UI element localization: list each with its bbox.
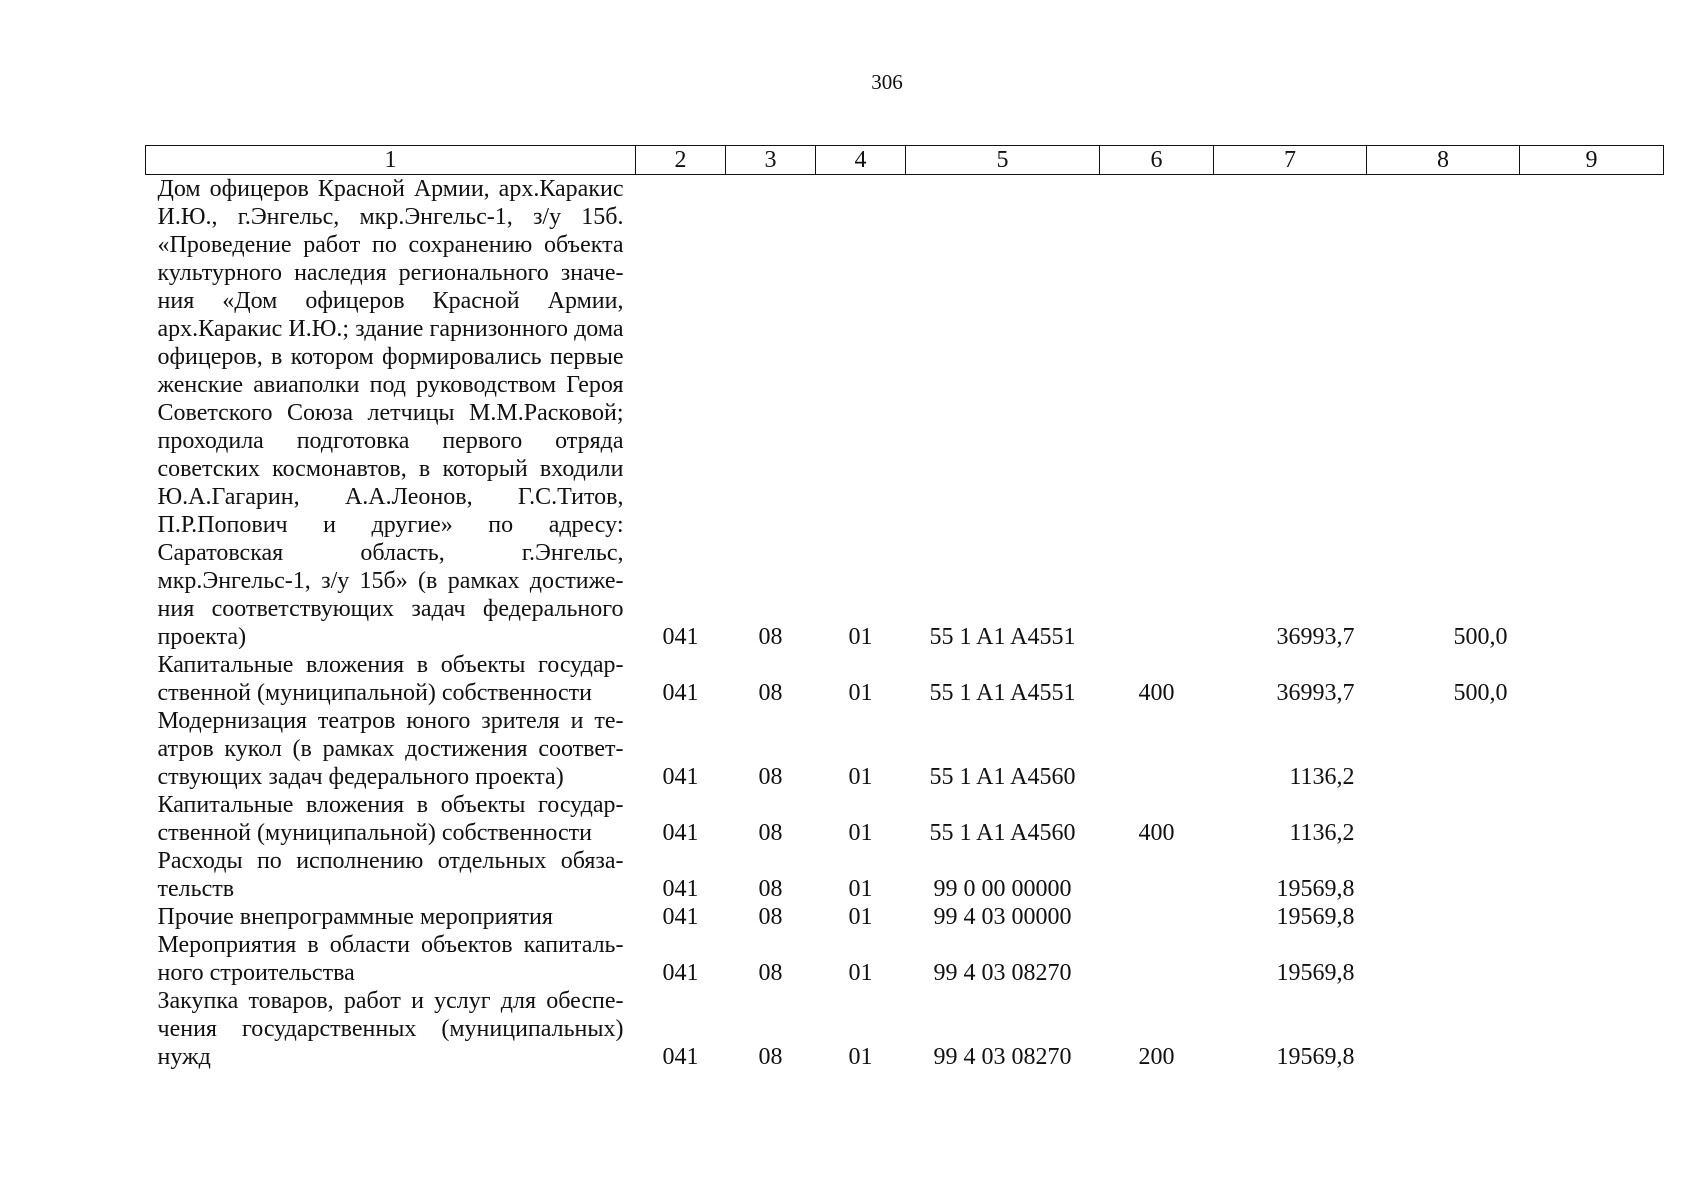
section-code: 08: [758, 624, 783, 650]
table-row: [146, 987, 1664, 1071]
subsection-code: 01: [848, 876, 873, 902]
amount-col8: [1367, 847, 1520, 903]
target-article-code: 99 0 00 00000: [933, 876, 1072, 902]
table-row: [146, 707, 1664, 791]
target-article-code: 55 1 A1 A4560: [929, 764, 1076, 790]
target-article-code: 55 1 A1 A4551: [929, 624, 1076, 650]
table-row: [146, 175, 1664, 652]
ministry-code: 041: [662, 820, 699, 846]
amount-col7: 1136,2: [1289, 820, 1355, 846]
row-description: Модернизация театров юного зрителя и театров кукол (в рамках достижения соответствующих задач федерального проекта): [157, 708, 624, 790]
section-code: 08: [758, 680, 783, 706]
table-body: [146, 175, 1664, 1072]
amount-col9: [1520, 707, 1664, 791]
amount-col7: 19569,8: [1276, 904, 1355, 930]
ministry-code: 041: [662, 1044, 699, 1070]
subsection-code: 01: [848, 624, 873, 650]
amount-col9: [1520, 903, 1664, 931]
table-row: [146, 903, 1664, 931]
column-header-8: 8: [1367, 146, 1520, 175]
column-header-1: 1: [146, 146, 636, 175]
section-code: 08: [758, 820, 783, 846]
subsection-code: 01: [848, 820, 873, 846]
amount-col8: [1367, 931, 1520, 987]
amount-col8: [1367, 791, 1520, 847]
column-header-6: 6: [1100, 146, 1214, 175]
ministry-code: 041: [662, 680, 699, 706]
row-description: Капитальные вложения в объекты государственной (муниципальной) собственности: [157, 792, 624, 846]
expense-type-code: 400: [1138, 820, 1175, 846]
row-description: Капитальные вложения в объекты государственной (муниципальной) собственности: [157, 652, 624, 706]
amount-col7: 36993,7: [1276, 680, 1355, 706]
ministry-code: 041: [662, 764, 699, 790]
row-description: Расходы по исполнению отдельных обязательств: [157, 848, 624, 902]
subsection-code: 01: [848, 680, 873, 706]
section-code: 08: [758, 764, 783, 790]
expense-type-code: 400: [1138, 680, 1175, 706]
ministry-code: 041: [662, 624, 699, 650]
expense-type-code: 200: [1138, 1044, 1175, 1070]
row-description: Закупка товаров, работ и услуг для обеспечения государственных (муниципальных) нужд: [157, 988, 624, 1070]
section-code: 08: [758, 960, 783, 986]
section-code: 08: [758, 876, 783, 902]
expense-type-code: [1100, 903, 1214, 931]
page-number: 306: [871, 70, 903, 94]
amount-col9: [1520, 175, 1664, 652]
column-header-5: 5: [906, 146, 1100, 175]
amount-col8: [1367, 707, 1520, 791]
amount-col7: 19569,8: [1276, 876, 1355, 902]
amount-col8: [1367, 903, 1520, 931]
amount-col8: 500,0: [1453, 680, 1508, 706]
column-header-3: 3: [726, 146, 816, 175]
ministry-code: 041: [662, 960, 699, 986]
expense-type-code: [1100, 175, 1214, 652]
expense-type-code: [1100, 707, 1214, 791]
table-header: [146, 146, 1664, 175]
amount-col9: [1520, 847, 1664, 903]
expense-type-code: [1100, 847, 1214, 903]
subsection-code: 01: [848, 960, 873, 986]
amount-col7: 19569,8: [1276, 960, 1355, 986]
row-description: Прочие внепрограммные мероприятия: [157, 904, 553, 930]
amount-col9: [1520, 931, 1664, 987]
section-code: 08: [758, 1044, 783, 1070]
table-row: [146, 931, 1664, 987]
amount-col8: [1367, 987, 1520, 1071]
subsection-code: 01: [848, 764, 873, 790]
amount-col7: 36993,7: [1276, 624, 1355, 650]
column-header-4: 4: [816, 146, 906, 175]
column-header-9: 9: [1520, 146, 1664, 175]
amount-col9: [1520, 987, 1664, 1071]
target-article-code: 99 4 03 00000: [933, 904, 1072, 930]
target-article-code: 99 4 03 08270: [933, 1044, 1072, 1070]
table-row: [146, 651, 1664, 707]
target-article-code: 55 1 A1 A4560: [929, 820, 1076, 846]
header-row: [146, 146, 1664, 175]
section-code: 08: [758, 904, 783, 930]
amount-col7: 19569,8: [1276, 1044, 1355, 1070]
subsection-code: 01: [848, 904, 873, 930]
amount-col8: 500,0: [1453, 624, 1508, 650]
target-article-code: 55 1 A1 A4551: [929, 680, 1076, 706]
budget-table: [145, 145, 1664, 1071]
ministry-code: 041: [662, 904, 699, 930]
target-article-code: 99 4 03 08270: [933, 960, 1072, 986]
subsection-code: 01: [848, 1044, 873, 1070]
row-description: Мероприятия в области объектов капитального строительства: [157, 932, 624, 986]
amount-col7: 1136,2: [1289, 764, 1355, 790]
expense-type-code: [1100, 931, 1214, 987]
table-row: [146, 791, 1664, 847]
amount-col9: [1520, 791, 1664, 847]
column-header-2: 2: [636, 146, 726, 175]
row-description: Дом офицеров Красной Армии, арх.Каракис И.Ю., г.Энгельс, мкр.Энгельс-1, з/у 15б. «Проведение работ по сохранению объекта культурного наследия регионального значения «Дом офицеров Красной Армии, арх.Каракис И.Ю.; здание гарнизонного дома офицеров, в котором формировались первые женские авиаполки под руководством Героя Советского Союза летчицы М.М.Расковой; проходила подготовка первого отряда советских космонавтов, в который входили Ю.А.Гагарин, А.А.Леонов, Г.С.Титов, П.Р.Попович и другие» по адресу: Саратовская область, г.Энгельс, мкр.Энгельс-1, з/у 15б» (в рамках достижения соответствующих задач федерального проекта): [157, 176, 624, 650]
ministry-code: 041: [662, 876, 699, 902]
column-header-7: 7: [1214, 146, 1367, 175]
amount-col9: [1520, 651, 1664, 707]
table-row: [146, 847, 1664, 903]
